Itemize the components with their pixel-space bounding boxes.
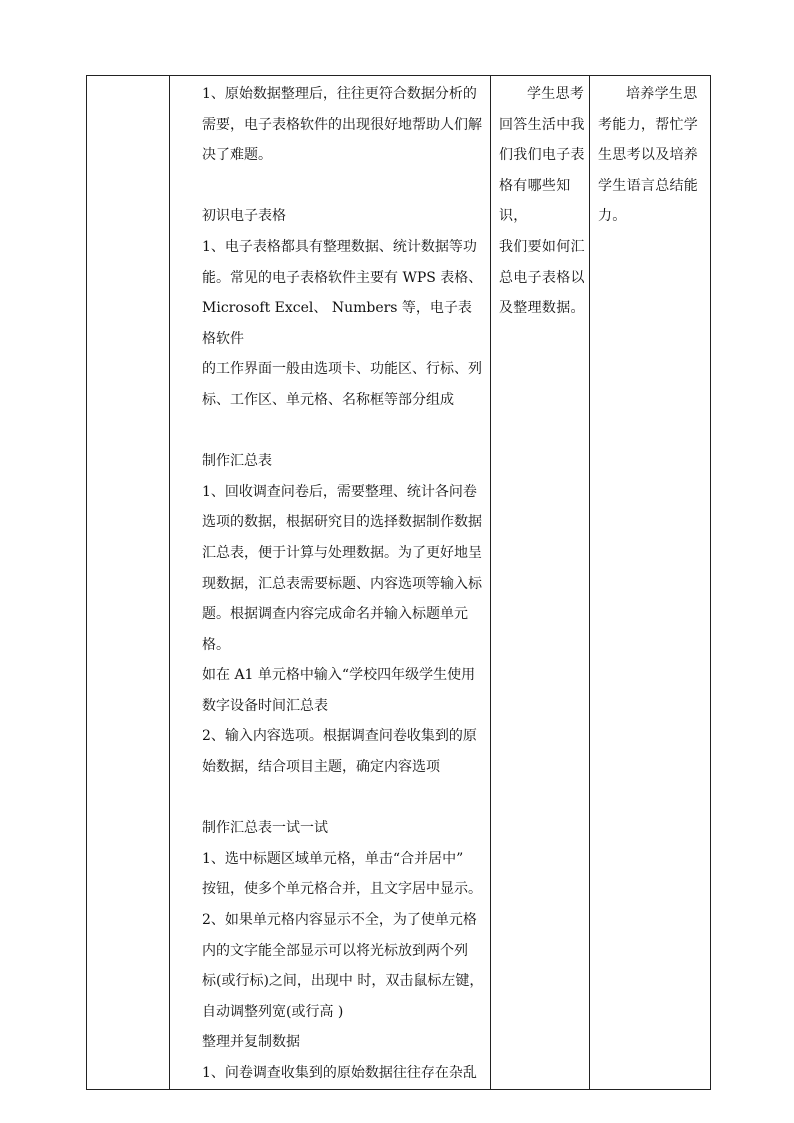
text-line: 的工作界面一般由选项卡、功能区、行标、列: [202, 361, 482, 378]
text-line: 始数据，结合项目主题，确定内容选项: [202, 759, 440, 776]
text-line: 我们要如何汇: [499, 238, 585, 255]
design-intent: [590, 76, 710, 232]
text-line: 制作汇总表: [202, 453, 272, 470]
lesson-plan-table: [86, 75, 711, 1090]
text-line: 2、如果单元格内容显示不全，为了使单元格: [202, 912, 477, 929]
text-line: 1、回收调查问卷后，需要整理、统计各问卷: [202, 483, 477, 500]
design-intent-cell: [590, 76, 711, 1090]
text-line: [202, 416, 484, 447]
student-activity-cell: [491, 76, 590, 1090]
teaching-content: [170, 76, 490, 1089]
table-row: [87, 76, 711, 1090]
text-line: Microsoft Excel、 Numbers 等，电子表格软件: [202, 300, 472, 347]
text-line: 1、选中标题区域单元格，单击“合并居中”: [202, 850, 464, 867]
text-line: 初识电子表格: [202, 208, 286, 225]
text-line: 现数据，汇总表需要标题、内容选项等输入标: [202, 575, 482, 592]
text-line: 内的文字能全部显示可以将光标放到两个列: [202, 942, 468, 959]
text-line: 数字设备时间汇总表: [202, 697, 328, 714]
stage-cell: [87, 76, 170, 1090]
text-line: 决了难题。: [202, 147, 272, 164]
text-line: 如在 A1 单元格中输入“学校四年级学生使用: [202, 667, 476, 684]
teaching-content-cell: [170, 76, 491, 1090]
text-line: 回答生活中我: [499, 116, 585, 133]
text-line: 2、输入内容选项。根据调查问卷收集到的原: [202, 728, 477, 745]
text-line: 选项的数据，根据研究目的选择数据制作数据: [202, 514, 482, 531]
text-line: 标(或行标)之间，出现中 时，双击鼠标左键，: [202, 973, 484, 990]
text-line: 整理并复制数据: [202, 1034, 300, 1051]
text-line: [202, 171, 484, 202]
text-line: 标、工作区、单元格、名称框等部分组成: [202, 391, 454, 408]
text-line: 考能力，帮忙学: [598, 116, 699, 133]
text-line: 生思考以及培养: [598, 147, 699, 164]
text-line: 培养学生思: [626, 86, 698, 102]
text-line: 学生思考: [527, 86, 585, 102]
text-line: 学生语言总结能: [598, 177, 699, 194]
text-line: [202, 783, 484, 814]
text-line: 汇总表，便于计算与处理数据。为了更好地呈: [202, 544, 482, 561]
text-line: 们我们电子表: [499, 147, 585, 164]
text-line: 制作汇总表一试一试: [202, 820, 328, 837]
text-line: 1、电子表格都具有整理数据、统计数据等功: [202, 238, 477, 255]
text-line: 题。根据调查内容完成命名并输入标题单元格。: [202, 606, 468, 653]
text-line: 及整理数据。: [499, 300, 585, 317]
text-line: 力。: [598, 208, 627, 225]
text-line: 按钮，使多个单元格合并，且文字居中显示。: [202, 881, 482, 898]
student-activity: [491, 76, 589, 324]
text-line: 需要，电子表格软件的出现很好地帮助人们解: [202, 116, 482, 133]
text-line: 格有哪些知识，: [499, 177, 571, 225]
text-line: 总电子表格以: [499, 269, 585, 286]
text-line: 自动调整列宽(或行高 ): [202, 1003, 344, 1020]
text-line: 1、问卷调查收集到的原始数据往往存在杂乱: [202, 1065, 477, 1081]
text-line: 1、原始数据整理后，往往更符合数据分析的: [202, 86, 477, 102]
text-line: 能。常见的电子表格软件主要有 WPS 表格、: [202, 269, 483, 286]
